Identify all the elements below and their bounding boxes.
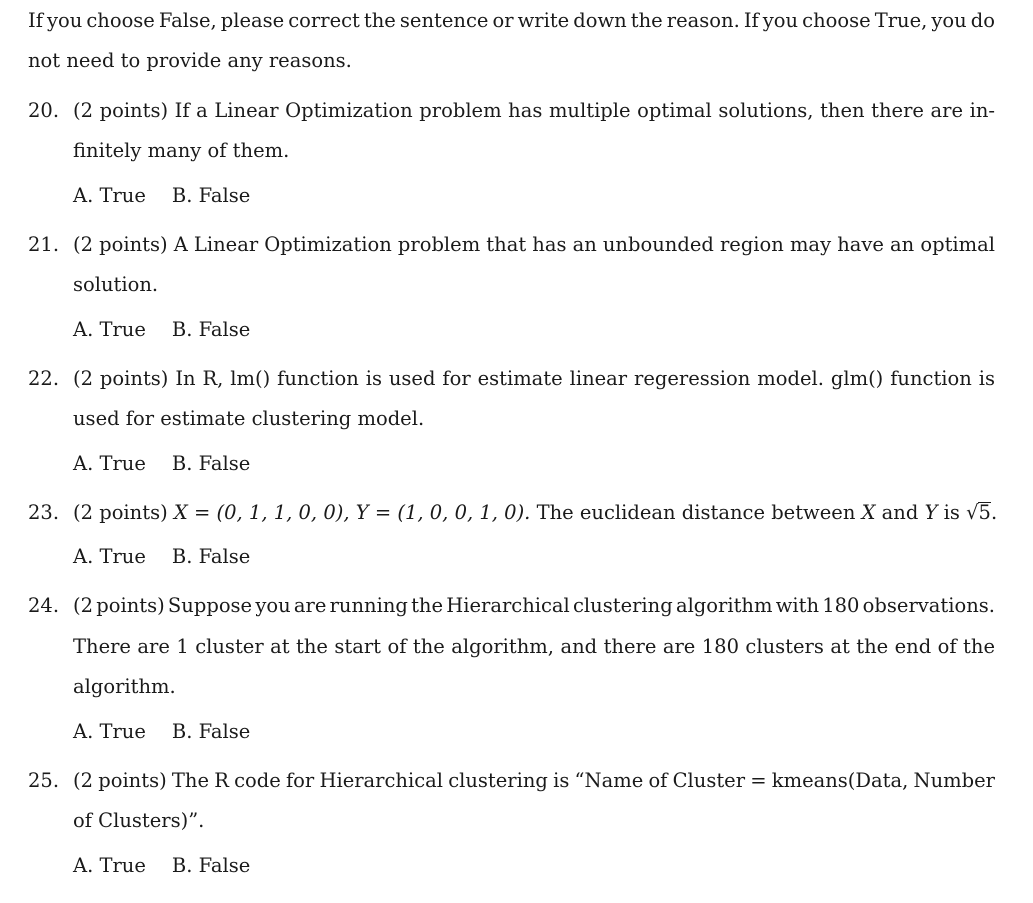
option-b[interactable]: B. False — [171, 720, 251, 743]
question-text-line: of Clusters)”. — [73, 809, 205, 832]
question-text: The euclidean distance between — [530, 501, 862, 524]
option-a[interactable]: A. True — [73, 452, 146, 475]
answer-options — [73, 853, 250, 879]
answer-options — [73, 317, 250, 343]
question-text-line: There are 1 cluster at the start of the algorithm, and there are 180 clusters at the end of the — [73, 635, 995, 658]
option-b[interactable]: B. False — [171, 452, 251, 475]
question-text-line: (2 points) A Linear Optimization problem that has an unbounded region may have an optimal — [73, 233, 995, 256]
question-text-line: (2 points) In R, lm() function is used for estimate linear regeression model. glm() function is — [73, 367, 995, 390]
question-number: 21. — [28, 233, 60, 256]
option-a[interactable]: A. True — [73, 545, 146, 568]
option-a[interactable]: A. True — [73, 720, 146, 743]
option-a[interactable]: A. True — [73, 184, 146, 207]
question-text-line: algorithm. — [73, 675, 176, 698]
question-text-line: (2 points) If a Linear Optimization problem has multiple optimal solutions, then there are in- — [73, 99, 995, 122]
question-text-line: (2 points) Suppose you are running the Hierarchical clustering algorithm with 180 observations. — [73, 594, 995, 617]
option-b[interactable]: B. False — [171, 184, 251, 207]
question-text-line: solution. — [73, 273, 159, 296]
question-text-line: used for estimate clustering model. — [73, 407, 425, 430]
question-text: is — [937, 501, 967, 524]
math-var-y: Y — [924, 501, 938, 524]
question-number: 24. — [28, 594, 60, 617]
math-expression: X = (0, 1, 1, 0, 0), Y = (1, 0, 0, 1, 0). — [173, 501, 531, 524]
question-number: 23. — [28, 501, 60, 524]
sqrt-radicand: 5 — [978, 501, 991, 524]
question-number: 25. — [28, 769, 60, 792]
question-text-line: (2 points) The R code for Hierarchical clustering is “Name of Cluster = kmeans(Data, Number — [73, 769, 995, 792]
instructions-line-1: If you choose False, please correct the sentence or write down the reason. If you choose True, you do — [28, 9, 995, 32]
answer-options — [73, 183, 250, 209]
question-number: 20. — [28, 99, 60, 122]
answer-options — [73, 544, 250, 570]
option-b[interactable]: B. False — [171, 318, 251, 341]
option-a[interactable]: A. True — [73, 854, 146, 877]
math-var-x: X — [861, 501, 876, 524]
sqrt-symbol: √ — [966, 501, 979, 524]
question-text-line — [73, 500, 997, 526]
question-text: and — [875, 501, 925, 524]
question-number: 22. — [28, 367, 60, 390]
answer-options — [73, 719, 250, 745]
question-text: . — [990, 501, 998, 524]
option-b[interactable]: B. False — [171, 854, 251, 877]
question-text-line: finitely many of them. — [73, 139, 290, 162]
instructions-line-2: not need to provide any reasons. — [28, 49, 352, 72]
answer-options — [73, 451, 250, 477]
option-a[interactable]: A. True — [73, 318, 146, 341]
option-b[interactable]: B. False — [171, 545, 251, 568]
points-prefix: (2 points) — [73, 501, 174, 524]
